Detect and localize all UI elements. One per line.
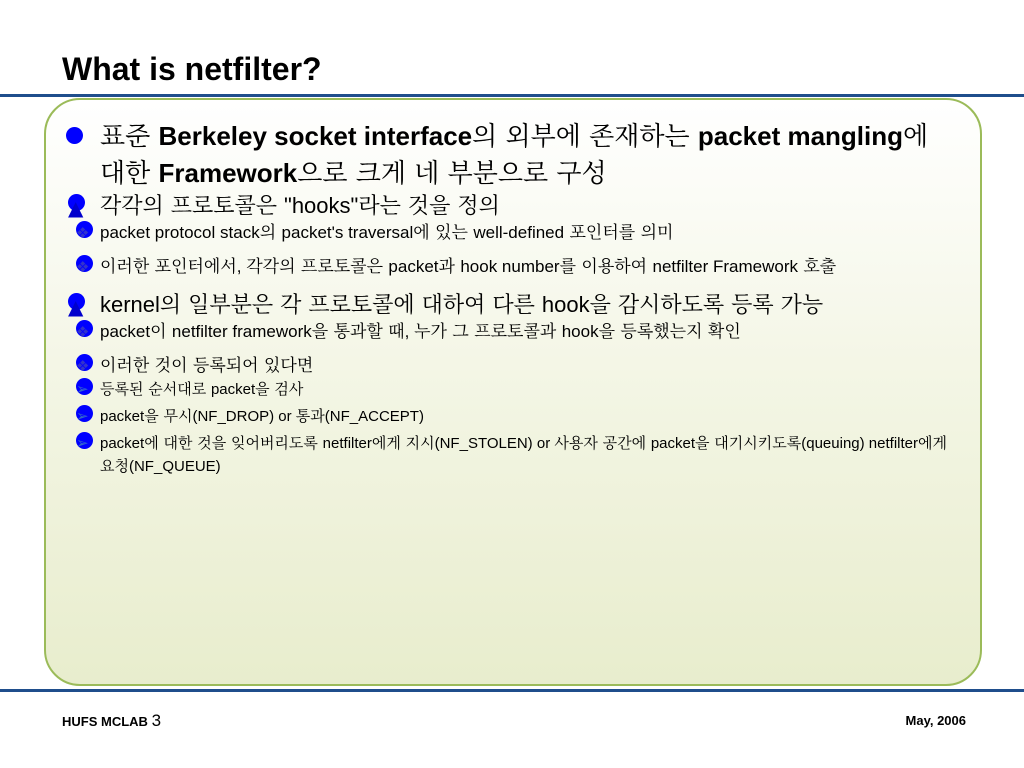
arrowhead-bullet-icon: ➢ — [76, 405, 93, 422]
sub-sub-bullet-item — [76, 255, 960, 279]
sub-bullet-item — [68, 291, 960, 478]
sub-sub-bullet-item — [76, 354, 960, 478]
bullet-text: 표준 Berkeley socket interface의 외부에 존재하는 packet mangling에 대한 Framework으로 크게 네 부분으로 구성 — [100, 121, 929, 189]
bullet-text: packet protocol stack의 packet's traversal에 있는 well-defined 포인터를 의미 — [100, 223, 674, 243]
org-name: HUFS MCLAB — [62, 714, 148, 729]
footer-date: May, 2006 — [905, 713, 966, 728]
bullet-text: 이러한 것이 등록되어 있다면 — [100, 356, 314, 376]
triangle-bullet-icon: ▲ — [68, 295, 84, 319]
level4-bullet-item — [76, 405, 960, 428]
sub-sub-bullet-item — [76, 320, 960, 344]
sub-sub-bullet-list — [76, 221, 960, 279]
diamond-bullet-icon: ❖ — [76, 221, 93, 238]
footer-org — [62, 712, 161, 731]
slide-title: What is netfilter? — [62, 51, 322, 87]
sub-bullet-item — [68, 192, 960, 279]
sub-sub-bullet-item — [76, 221, 960, 245]
footer-divider — [0, 689, 1024, 692]
bullet-text: 이러한 포인터에서, 각각의 프로토콜은 packet과 hook number를 이용하여 netfilter Framework 호출 — [100, 257, 837, 277]
bullet-text: 등록된 순서대로 packet을 검사 — [100, 380, 304, 398]
slide-number: 3 — [151, 711, 162, 730]
level4-bullet-item — [76, 378, 960, 401]
diamond-bullet-icon: ❖ — [76, 255, 93, 272]
arrowhead-bullet-icon: ➢ — [76, 378, 93, 395]
diamond-bullet-icon: ❖ — [76, 320, 93, 337]
triangle-bullet-icon: ▲ — [68, 196, 84, 220]
title-divider — [0, 94, 1024, 97]
bullet-item — [68, 118, 960, 478]
diamond-bullet-icon: ❖ — [76, 354, 93, 371]
bullet-text: packet이 netfilter framework을 통과할 때, 누가 그 프로토콜과 hook을 등록했는지 확인 — [100, 322, 741, 342]
bullet-list — [68, 118, 960, 490]
bullet-text: packet을 무시(NF_DROP) or 통과(NF_ACCEPT) — [100, 407, 424, 425]
circle-bullet-icon — [66, 127, 83, 144]
level4-bullet-item — [76, 432, 960, 478]
level4-bullet-list — [76, 378, 960, 478]
arrowhead-bullet-icon: ➢ — [76, 432, 93, 449]
sub-bullet-list — [68, 192, 960, 478]
sub-sub-bullet-list — [76, 320, 960, 478]
bullet-text: packet에 대한 것을 잊어버리도록 netfilter에게 지시(NF_STOLEN) or 사용자 공간에 packet을 대기시키도록(queuing) netfilter에게 요청(NF_QUEUE) — [100, 434, 947, 475]
bullet-text: kernel의 일부분은 각 프로토콜에 대하여 다른 hook을 감시하도록 등록 가능 — [100, 292, 824, 318]
bullet-text: 각각의 프로토콜은 "hooks"라는 것을 정의 — [100, 193, 500, 219]
